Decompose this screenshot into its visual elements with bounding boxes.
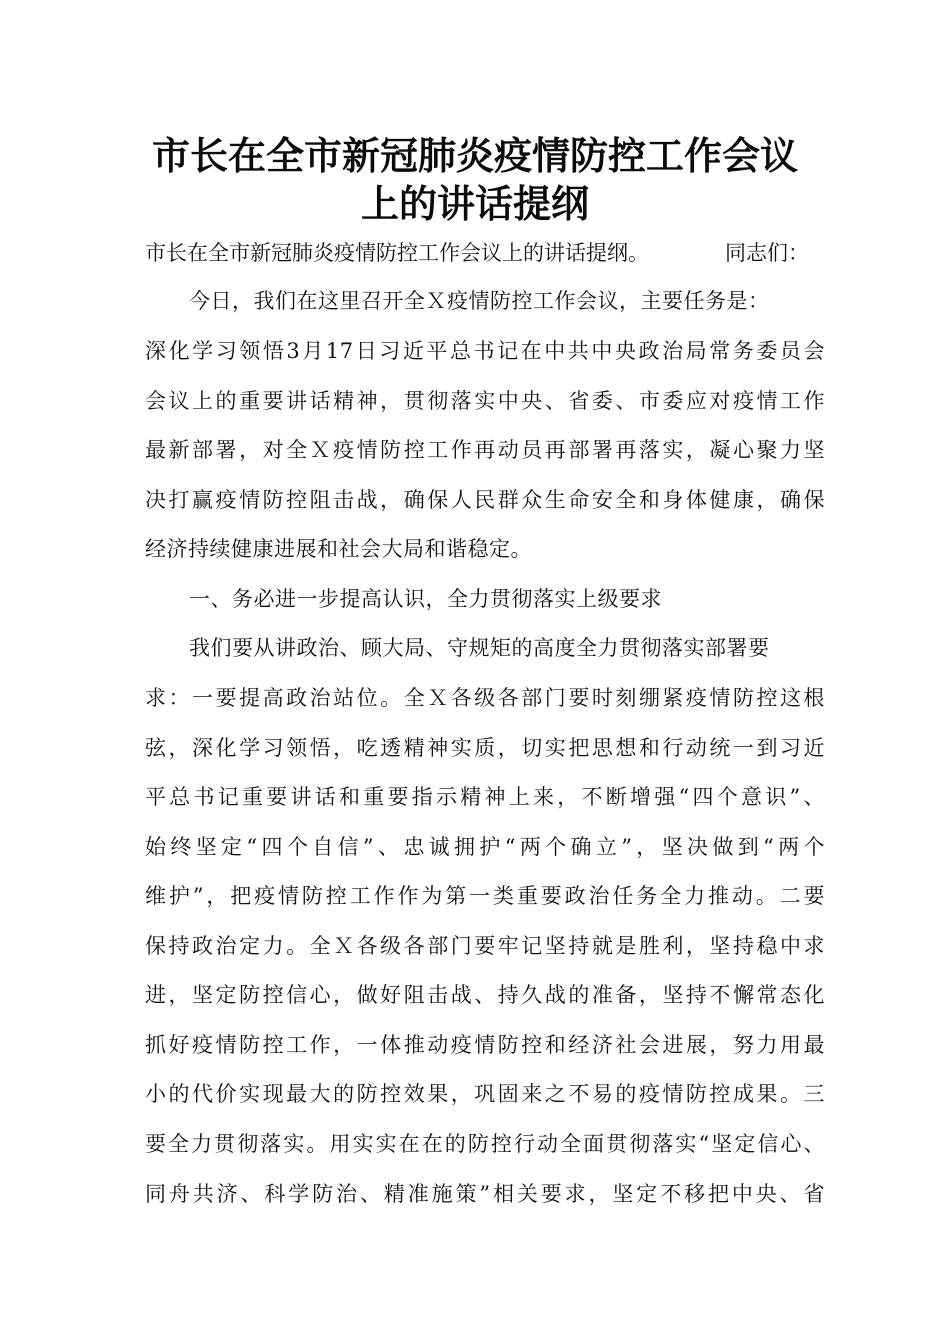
body-line: 最新部署，对全Ｘ疫情防控工作再动员再部署再落实，凝心聚力坚 bbox=[145, 438, 825, 462]
section-heading: 一、务必进一步提高认识，全力贯彻落实上级要求 bbox=[189, 587, 662, 611]
body-line: 同舟共济、科学防治、精准施策”相关要求，坚定不移把中央、省 bbox=[145, 1182, 825, 1206]
body-line: 深化学习领悟3月17日习近平总书记在中共中央政治局常务委员会 bbox=[145, 339, 825, 363]
body-line: 求：一要提高政治站位。全Ｘ各级各部门要时刻绷紧疫情防控这根 bbox=[145, 686, 825, 710]
body-line: 进，坚定防控信心，做好阻击战、持久战的准备，坚持不懈常态化 bbox=[145, 983, 825, 1007]
document-title-line-1: 市长在全市新冠肺炎疫情防控工作会议 bbox=[151, 134, 798, 178]
body-line: 维护”，把疫情防控工作作为第一类重要政治任务全力推动。二要 bbox=[145, 884, 825, 908]
salutation: 同志们： bbox=[725, 241, 809, 265]
body-line: 决打赢疫情防控阻击战，确保人民群众生命安全和身体健康，确保 bbox=[145, 488, 825, 512]
body-line: 保持政治定力。全Ｘ各级各部门要牢记坚持就是胜利，坚持稳中求 bbox=[145, 934, 825, 958]
body-line: 会议上的重要讲话精神，贯彻落实中央、省委、市委应对疫情工作 bbox=[145, 389, 825, 413]
body-line: 小的代价实现最大的防控效果，巩固来之不易的疫情防控成果。三 bbox=[145, 1082, 825, 1106]
body-line: 要全力贯彻落实。用实实在在的防控行动全面贯彻落实“坚定信心、 bbox=[145, 1132, 825, 1156]
body-line: 抓好疫情防控工作，一体推动疫情防控和经济社会进展，努力用最 bbox=[145, 1033, 825, 1057]
document-title-line-2: 上的讲话提纲 bbox=[360, 182, 589, 226]
body-line: 今日，我们在这里召开全Ｘ疫情防控工作会议，主要任务是： bbox=[189, 289, 770, 313]
body-line: 平总书记重要讲话和重要指示精神上来，不断增强“四个意识”、 bbox=[145, 785, 825, 809]
subtitle: 市长在全市新冠肺炎疫情防控工作会议上的讲话提纲。 bbox=[145, 241, 649, 265]
body-line: 始终坚定“四个自信”、忠诚拥护“两个确立”，坚决做到“两个 bbox=[145, 835, 825, 859]
body-line: 弦，深化学习领悟，吃透精神实质，切实把思想和行动统一到习近 bbox=[145, 736, 825, 760]
body-line: 经济持续健康进展和社会大局和谐稳定。 bbox=[145, 537, 532, 561]
body-line: 我们要从讲政治、顾大局、守规矩的高度全力贯彻落实部署要 bbox=[189, 636, 770, 660]
